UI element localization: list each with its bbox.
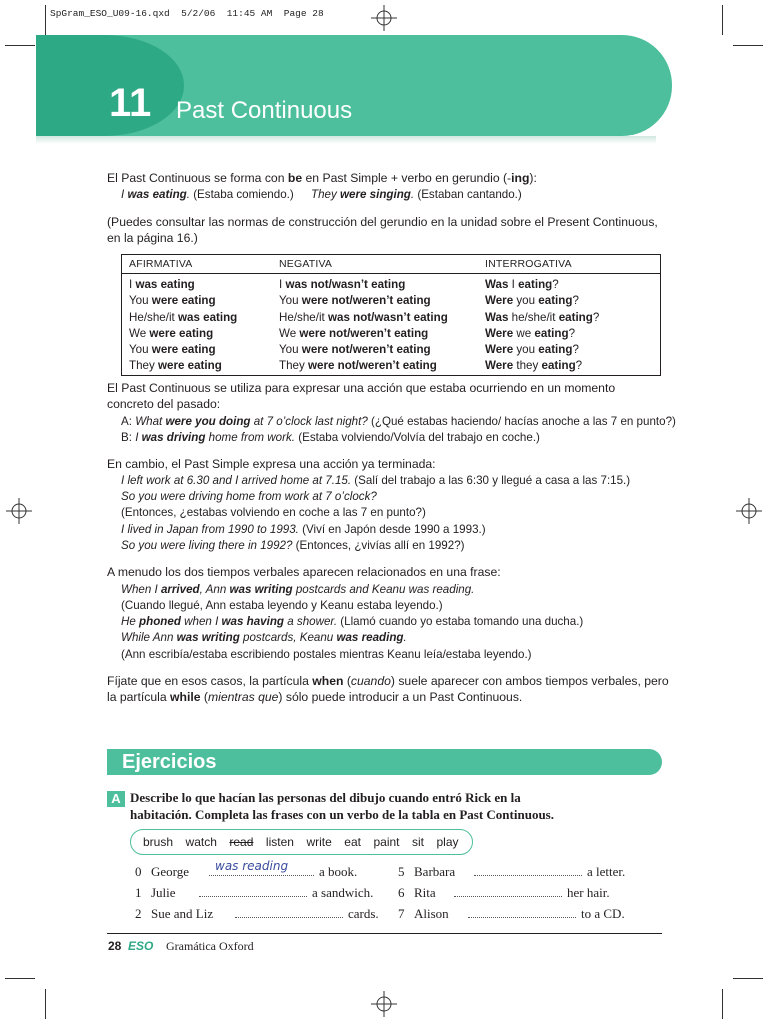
crop-mark [722,5,723,35]
combined-example: When I arrived, Ann was writing postcards and Keanu was reading. [121,583,475,596]
affirmative-cell: You were eating [129,294,216,308]
item-number: 1 [135,885,142,900]
crop-mark [45,5,46,35]
table-header: AFIRMATIVA [122,255,273,274]
combined-example: (Ann escribía/estaba escribiendo postales mientras Keanu leía/estaba leyendo.) [121,648,532,661]
table-row [122,274,661,294]
past-simple-example: I left work at 6.30 and I arrived home at 7.15. (Salí del trabajo a las 6:30 y llegué a casa a las 7:15.) [121,474,631,487]
when-while-line-1: Fíjate que en esos casos, la partícula when (cuando) suele aparecer con ambos tiempos verbales, pero [107,674,669,688]
crop-mark [733,45,763,46]
word-option: paint [373,835,400,849]
series-label: ESO [128,939,154,953]
table-header: NEGATIVA [272,255,478,274]
word-option: listen [265,835,294,849]
item-number: 6 [398,885,405,900]
exercise-item [398,885,610,901]
answer-blank[interactable] [209,859,314,876]
interrogative-cell: Was I eating? [485,278,559,291]
item-number: 5 [398,864,405,879]
unit-number: 11 [109,81,152,125]
usage-example-b: B: I was driving home from work. (Estaba volviendo/Volvía del trabajo en coche.) [121,431,540,444]
registration-mark-icon [736,498,762,524]
negative-cell: I was not/wasn’t eating [279,278,406,291]
table-header: INTERROGATIVA [478,255,661,274]
item-ending: to a CD. [581,906,625,921]
past-simple-example: I lived in Japan from 1990 to 1993. (Viví en Japón desde 1990 a 1993.) [121,523,486,536]
item-number: 2 [135,906,142,921]
intro-paragraph: El Past Continuous se forma con be en Past Simple + verbo en gerundio (-ing): [107,171,537,185]
exercise-item [398,864,625,880]
crop-mark [733,978,763,979]
answer-blank[interactable] [199,885,307,897]
item-subject: Sue and Liz [151,906,214,921]
exercise-item [135,906,379,922]
crop-mark [45,989,46,1019]
item-ending: a book. [319,864,358,879]
item-ending: a sandwich. [312,885,374,900]
exercise-instructions: Describe lo que hacían las personas del dibujo cuando entró Rick en la habitación. Completa las frases con un verbo de la tabla en Past Continuous. [130,790,554,822]
interrogative-cell: Was he/she/it eating? [485,310,600,324]
banner-shadow [36,136,656,144]
table-row [122,326,661,342]
gerund-note-line-1: (Puedes consultar las normas de construcción del gerundio en la unidad sobre el Present Continuous, [107,215,658,229]
combined-intro: A menudo los dos tiempos verbales aparecen relacionados en una frase: [107,565,501,579]
answer-blank[interactable] [454,885,562,897]
word-option: read [229,835,254,849]
table-row [122,310,661,326]
answer-blank[interactable] [235,906,343,918]
exercise-letter-badge: A [107,791,125,807]
interrogative-cell: Were you eating? [485,343,579,357]
interrogative-cell: Were we eating? [485,326,576,340]
item-number: 0 [135,864,142,879]
negative-cell: You were not/weren’t eating [279,294,431,308]
table-row [122,358,661,375]
answer-blank[interactable] [468,906,576,918]
negative-cell: He/she/it was not/wasn’t eating [279,310,448,324]
item-ending: a letter. [587,864,626,879]
word-option: write [306,835,332,849]
table-row [122,293,661,309]
conjugation-table [121,254,661,376]
affirmative-cell: I was eating [129,278,195,291]
combined-example: He phoned when I was having a shower. (Llamó cuando yo estaba tomando una ducha.) [121,615,584,628]
affirmative-cell: They were eating [129,359,222,373]
word-option: play [436,835,459,849]
affirmative-cell: He/she/it was eating [129,310,238,324]
usage-line-1: El Past Continuous se utiliza para expresar una acción que estaba ocurriendo en un momento [107,381,616,395]
affirmative-cell: We were eating [129,326,214,340]
usage-example-a: A: What were you doing at 7 o’clock last night? (¿Qué estabas haciendo/ hacías anoche a las 7 en punto?) [121,415,676,428]
interrogative-cell: Were they eating? [485,359,583,373]
item-ending: cards. [348,906,379,921]
registration-mark-icon [371,991,397,1017]
combined-example: While Ann was writing postcards, Keanu was reading. [121,631,407,644]
gerund-note-line-2: en la página 16.) [107,231,198,245]
crop-mark [5,45,35,46]
item-subject: Rita [414,885,436,900]
item-subject: Julie [151,885,176,900]
past-simple-example: So you were living there in 1992? (Entonces, ¿vivías allí en 1992?) [121,539,465,552]
word-option: sit [412,835,424,849]
negative-cell: You were not/weren’t eating [279,343,431,357]
affirmative-cell: You were eating [129,343,216,357]
negative-cell: We were not/weren’t eating [279,326,429,340]
registration-mark-icon [6,498,32,524]
negative-cell: They were not/weren’t eating [279,359,437,373]
intro-example-2: They were singing. (Estaban cantando.) [311,188,522,201]
exercise-item [398,906,625,922]
word-box [130,829,473,855]
exercises-title: Ejercicios [122,751,217,773]
usage-line-2: concreto del pasado: [107,397,221,411]
word-option: eat [344,835,361,849]
item-subject: Alison [414,906,449,921]
handwritten-answer: was reading [215,859,289,873]
word-option: brush [143,835,174,849]
item-subject: Barbara [414,864,456,879]
item-subject: George [151,864,190,879]
item-number: 7 [398,906,405,921]
table-row [122,342,661,358]
page-title: Past Continuous [176,97,353,124]
interrogative-cell: Were you eating? [485,294,579,308]
printer-slug: SpGram_ESO_U09-16.qxd 5/2/06 11:45 AM Page 28 [50,8,324,19]
past-simple-example: So you were driving home from work at 7 o’clock? [121,490,377,503]
exercise-item [135,859,358,880]
exercise-item [135,885,373,901]
registration-mark-icon [371,5,397,31]
book-title: Gramática Oxford [166,939,254,953]
footer-divider [107,933,662,934]
when-while-line-2: la partícula while (mientras que) sólo puede introducir a un Past Continuous. [107,690,523,704]
combined-example: (Cuando llegué, Ann estaba leyendo y Keanu estaba leyendo.) [121,599,443,612]
crop-mark [5,978,35,979]
past-simple-example: (Entonces, ¿estabas volviendo en coche a las 7 en punto?) [121,506,426,519]
page-number: 28 [108,939,122,953]
item-ending: her hair. [567,885,610,900]
past-simple-intro: En cambio, el Past Simple expresa una acción ya terminada: [107,457,436,471]
intro-example-1: I was eating. (Estaba comiendo.) [121,188,294,201]
crop-mark [722,989,723,1019]
word-option: watch [185,835,217,849]
answer-blank[interactable] [474,864,582,876]
